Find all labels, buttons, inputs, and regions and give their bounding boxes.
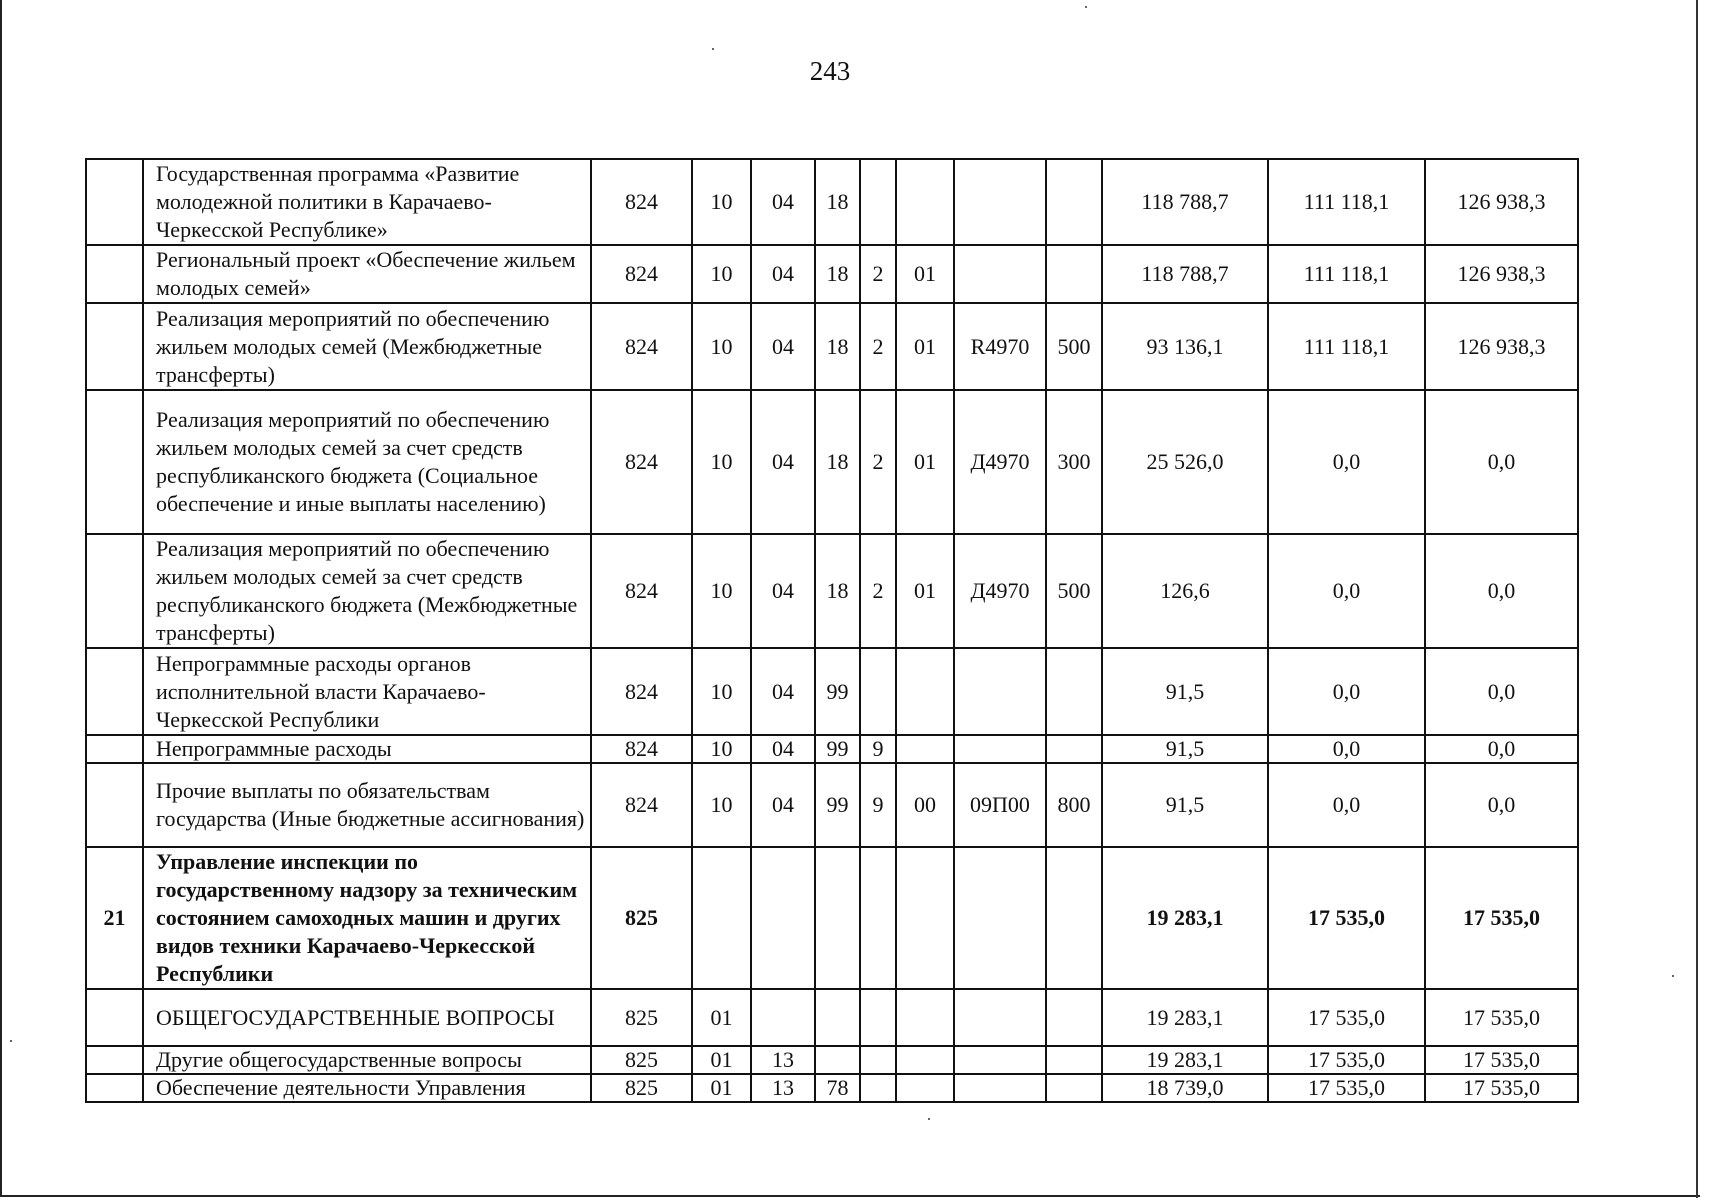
code-subprogram: 9 bbox=[860, 735, 896, 763]
code-section: 10 bbox=[692, 735, 751, 763]
code-expense-type: 300 bbox=[1046, 390, 1102, 534]
row-number bbox=[86, 159, 143, 245]
code-ministry: 824 bbox=[591, 648, 692, 735]
amount-year-1: 118 788,7 bbox=[1102, 245, 1268, 303]
amount-year-1: 118 788,7 bbox=[1102, 159, 1268, 245]
code-subsection: 04 bbox=[751, 390, 815, 534]
code-program bbox=[815, 847, 860, 989]
amount-year-3: 0,0 bbox=[1425, 648, 1578, 735]
code-subprogram: 2 bbox=[860, 534, 896, 648]
code-program bbox=[815, 1046, 860, 1074]
amount-year-2: 111 118,1 bbox=[1268, 303, 1425, 390]
amount-year-1: 93 136,1 bbox=[1102, 303, 1268, 390]
amount-year-2: 0,0 bbox=[1268, 735, 1425, 763]
code-direction bbox=[954, 735, 1046, 763]
code-subsection: 04 bbox=[751, 534, 815, 648]
table-row bbox=[86, 1046, 1578, 1074]
row-number bbox=[86, 390, 143, 534]
code-expense-type bbox=[1046, 159, 1102, 245]
code-direction: Д4970 bbox=[954, 390, 1046, 534]
code-project: 00 bbox=[896, 763, 954, 847]
row-number bbox=[86, 989, 143, 1046]
scan-speck bbox=[712, 48, 714, 50]
code-program: 18 bbox=[815, 390, 860, 534]
amount-year-1: 19 283,1 bbox=[1102, 847, 1268, 989]
table-row bbox=[86, 847, 1578, 989]
code-section: 10 bbox=[692, 763, 751, 847]
code-program: 99 bbox=[815, 648, 860, 735]
code-section: 01 bbox=[692, 1074, 751, 1102]
code-ministry: 824 bbox=[591, 735, 692, 763]
row-name: Обеспечение деятельности Управления bbox=[143, 1074, 591, 1102]
code-program: 78 bbox=[815, 1074, 860, 1102]
code-project bbox=[896, 159, 954, 245]
code-program: 18 bbox=[815, 245, 860, 303]
code-subprogram: 2 bbox=[860, 303, 896, 390]
code-direction: Д4970 bbox=[954, 534, 1046, 648]
code-expense-type bbox=[1046, 1046, 1102, 1074]
amount-year-3: 17 535,0 bbox=[1425, 847, 1578, 989]
budget-table-body bbox=[86, 159, 1578, 1102]
table-row bbox=[86, 1074, 1578, 1102]
code-expense-type bbox=[1046, 847, 1102, 989]
code-direction bbox=[954, 159, 1046, 245]
amount-year-2: 111 118,1 bbox=[1268, 159, 1425, 245]
amount-year-1: 91,5 bbox=[1102, 735, 1268, 763]
code-section: 10 bbox=[692, 159, 751, 245]
code-ministry: 824 bbox=[591, 245, 692, 303]
code-subsection bbox=[751, 989, 815, 1046]
code-expense-type bbox=[1046, 735, 1102, 763]
code-expense-type bbox=[1046, 1074, 1102, 1102]
row-number bbox=[86, 735, 143, 763]
amount-year-3: 0,0 bbox=[1425, 534, 1578, 648]
row-name: Непрограммные расходы bbox=[143, 735, 591, 763]
row-name: Другие общегосударственные вопросы bbox=[143, 1046, 591, 1074]
code-expense-type bbox=[1046, 648, 1102, 735]
code-ministry: 824 bbox=[591, 763, 692, 847]
code-direction: R4970 bbox=[954, 303, 1046, 390]
code-expense-type bbox=[1046, 989, 1102, 1046]
amount-year-3: 0,0 bbox=[1425, 763, 1578, 847]
row-name: ОБЩЕГОСУДАРСТВЕННЫЕ ВОПРОСЫ bbox=[143, 989, 591, 1046]
table-row bbox=[86, 648, 1578, 735]
code-direction bbox=[954, 648, 1046, 735]
row-name: Региональный проект «Обеспечение жильем молодых семей» bbox=[143, 245, 591, 303]
code-program: 99 bbox=[815, 763, 860, 847]
table-row bbox=[86, 390, 1578, 534]
row-number bbox=[86, 1074, 143, 1102]
row-name: Управление инспекции по государственному надзору за техническим состоянием самоходных машин и других видов техники Карачаево-Черкесской Республики bbox=[143, 847, 591, 989]
code-project: 01 bbox=[896, 303, 954, 390]
code-ministry: 824 bbox=[591, 303, 692, 390]
table-row bbox=[86, 303, 1578, 390]
code-subsection: 04 bbox=[751, 303, 815, 390]
budget-table bbox=[85, 158, 1579, 1103]
amount-year-2: 17 535,0 bbox=[1268, 989, 1425, 1046]
code-subprogram bbox=[860, 989, 896, 1046]
code-ministry: 825 bbox=[591, 1046, 692, 1074]
code-subsection bbox=[751, 847, 815, 989]
code-project bbox=[896, 1074, 954, 1102]
scan-border-right bbox=[1696, 0, 1698, 1198]
code-subsection: 04 bbox=[751, 159, 815, 245]
code-expense-type: 800 bbox=[1046, 763, 1102, 847]
amount-year-3: 0,0 bbox=[1425, 735, 1578, 763]
code-direction bbox=[954, 847, 1046, 989]
code-subprogram bbox=[860, 847, 896, 989]
amount-year-1: 18 739,0 bbox=[1102, 1074, 1268, 1102]
code-project bbox=[896, 847, 954, 989]
code-direction bbox=[954, 245, 1046, 303]
scan-speck bbox=[10, 1040, 12, 1042]
amount-year-2: 111 118,1 bbox=[1268, 245, 1425, 303]
code-project bbox=[896, 735, 954, 763]
code-program: 18 bbox=[815, 159, 860, 245]
row-name: Реализация мероприятий по обеспечению жильем молодых семей за счет средств республиканского бюджета (Межбюджетные трансферты) bbox=[143, 534, 591, 648]
row-name: Прочие выплаты по обязательствам государства (Иные бюджетные ассигнования) bbox=[143, 763, 591, 847]
code-subprogram bbox=[860, 1046, 896, 1074]
amount-year-2: 0,0 bbox=[1268, 534, 1425, 648]
code-project: 01 bbox=[896, 534, 954, 648]
code-expense-type: 500 bbox=[1046, 303, 1102, 390]
code-program: 18 bbox=[815, 534, 860, 648]
row-number bbox=[86, 1046, 143, 1074]
amount-year-2: 17 535,0 bbox=[1268, 1074, 1425, 1102]
amount-year-3: 17 535,0 bbox=[1425, 1046, 1578, 1074]
code-section: 10 bbox=[692, 534, 751, 648]
row-number bbox=[86, 763, 143, 847]
code-project bbox=[896, 1046, 954, 1074]
row-number: 21 bbox=[86, 847, 143, 989]
code-direction bbox=[954, 1074, 1046, 1102]
code-subprogram bbox=[860, 648, 896, 735]
code-section: 10 bbox=[692, 303, 751, 390]
code-subsection: 13 bbox=[751, 1046, 815, 1074]
code-section: 10 bbox=[692, 390, 751, 534]
amount-year-3: 126 938,3 bbox=[1425, 303, 1578, 390]
code-subsection: 13 bbox=[751, 1074, 815, 1102]
amount-year-2: 0,0 bbox=[1268, 763, 1425, 847]
amount-year-2: 0,0 bbox=[1268, 390, 1425, 534]
code-expense-type: 500 bbox=[1046, 534, 1102, 648]
row-number bbox=[86, 648, 143, 735]
page-number: 243 bbox=[809, 56, 851, 86]
amount-year-1: 91,5 bbox=[1102, 648, 1268, 735]
row-number bbox=[86, 303, 143, 390]
amount-year-3: 17 535,0 bbox=[1425, 1074, 1578, 1102]
code-project bbox=[896, 989, 954, 1046]
row-name: Государственная программа «Развитие молодежной политики в Карачаево-Черкесской Республике» bbox=[143, 159, 591, 245]
amount-year-2: 17 535,0 bbox=[1268, 847, 1425, 989]
code-subsection: 04 bbox=[751, 648, 815, 735]
code-subprogram: 9 bbox=[860, 763, 896, 847]
code-subsection: 04 bbox=[751, 245, 815, 303]
amount-year-1: 19 283,1 bbox=[1102, 989, 1268, 1046]
code-ministry: 825 bbox=[591, 847, 692, 989]
code-direction bbox=[954, 989, 1046, 1046]
amount-year-1: 25 526,0 bbox=[1102, 390, 1268, 534]
code-ministry: 825 bbox=[591, 989, 692, 1046]
code-subsection: 04 bbox=[751, 763, 815, 847]
table-row bbox=[86, 534, 1578, 648]
amount-year-3: 126 938,3 bbox=[1425, 159, 1578, 245]
amount-year-3: 126 938,3 bbox=[1425, 245, 1578, 303]
table-row bbox=[86, 245, 1578, 303]
code-ministry: 824 bbox=[591, 534, 692, 648]
amount-year-2: 0,0 bbox=[1268, 648, 1425, 735]
code-ministry: 825 bbox=[591, 1074, 692, 1102]
row-number bbox=[86, 534, 143, 648]
code-project: 01 bbox=[896, 245, 954, 303]
code-section: 10 bbox=[692, 648, 751, 735]
code-section: 01 bbox=[692, 989, 751, 1046]
code-subsection: 04 bbox=[751, 735, 815, 763]
scan-speck bbox=[1085, 6, 1087, 8]
code-ministry: 824 bbox=[591, 159, 692, 245]
code-direction bbox=[954, 1046, 1046, 1074]
scan-speck bbox=[1672, 975, 1674, 977]
row-name: Реализация мероприятий по обеспечению жильем молодых семей за счет средств республиканского бюджета (Социальное обеспечение и иные выплаты населению) bbox=[143, 390, 591, 534]
row-name: Непрограммные расходы органов исполнительной власти Карачаево-Черкесской Республики bbox=[143, 648, 591, 735]
amount-year-2: 17 535,0 bbox=[1268, 1046, 1425, 1074]
table-row bbox=[86, 989, 1578, 1046]
code-program: 18 bbox=[815, 303, 860, 390]
amount-year-1: 126,6 bbox=[1102, 534, 1268, 648]
code-project: 01 bbox=[896, 390, 954, 534]
code-project bbox=[896, 648, 954, 735]
table-row bbox=[86, 763, 1578, 847]
code-subprogram bbox=[860, 159, 896, 245]
scan-speck bbox=[928, 1118, 930, 1120]
code-program: 99 bbox=[815, 735, 860, 763]
code-subprogram: 2 bbox=[860, 390, 896, 534]
code-section: 01 bbox=[692, 1046, 751, 1074]
amount-year-1: 19 283,1 bbox=[1102, 1046, 1268, 1074]
row-name: Реализация мероприятий по обеспечению жильем молодых семей (Межбюджетные трансферты) bbox=[143, 303, 591, 390]
row-number bbox=[86, 245, 143, 303]
code-subprogram: 2 bbox=[860, 245, 896, 303]
code-section: 10 bbox=[692, 245, 751, 303]
code-ministry: 824 bbox=[591, 390, 692, 534]
code-section bbox=[692, 847, 751, 989]
table-row bbox=[86, 159, 1578, 245]
code-direction: 09П00 bbox=[954, 763, 1046, 847]
amount-year-1: 91,5 bbox=[1102, 763, 1268, 847]
amount-year-3: 17 535,0 bbox=[1425, 989, 1578, 1046]
code-subprogram bbox=[860, 1074, 896, 1102]
amount-year-3: 0,0 bbox=[1425, 390, 1578, 534]
table-row bbox=[86, 735, 1578, 763]
code-program bbox=[815, 989, 860, 1046]
code-expense-type bbox=[1046, 245, 1102, 303]
